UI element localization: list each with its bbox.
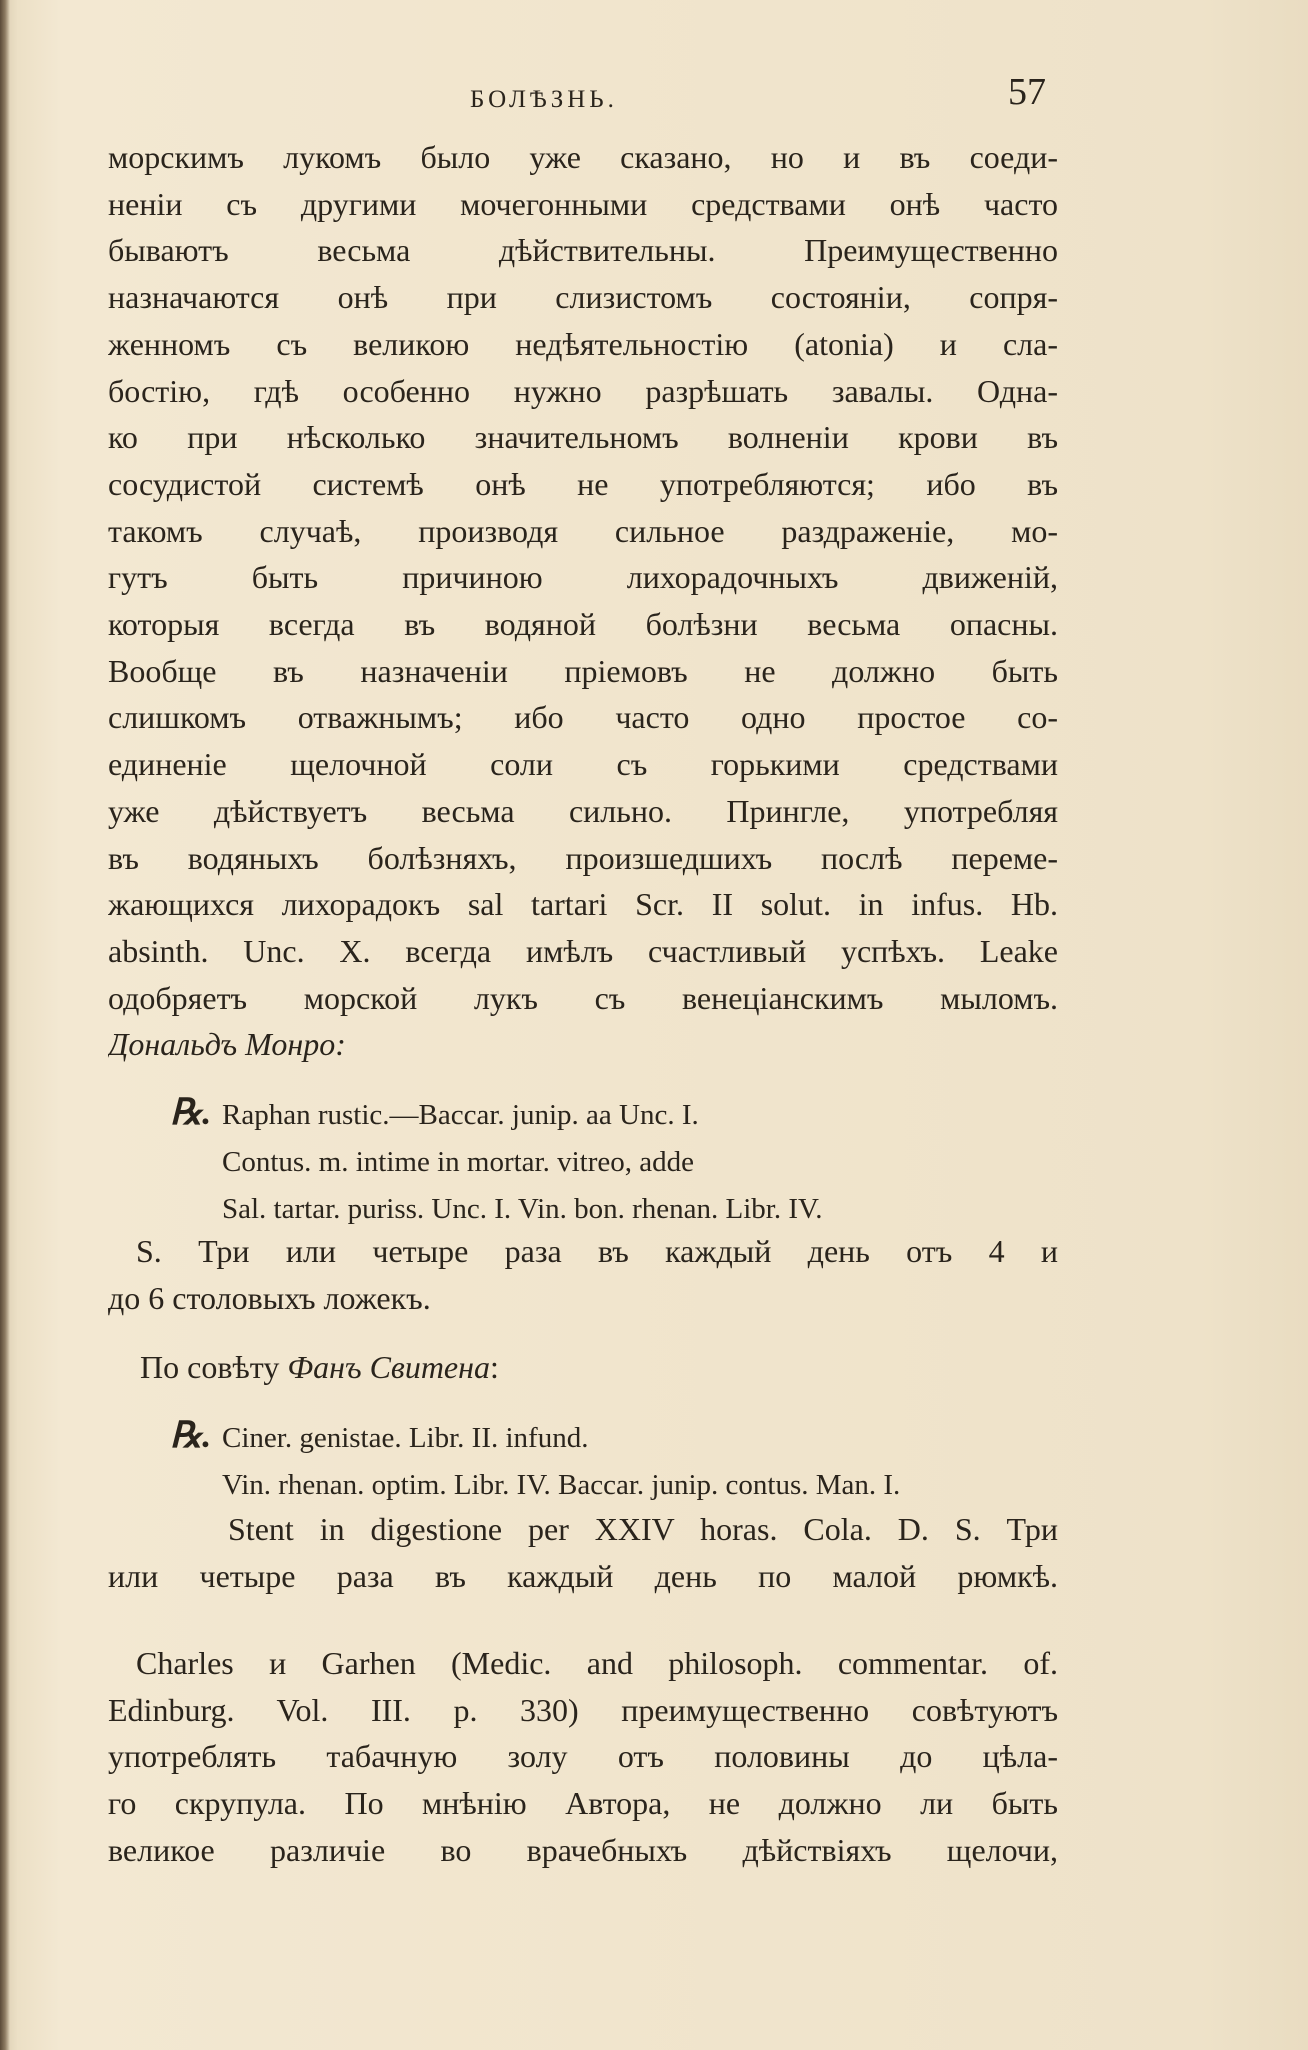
text-line: ко при нѣсколько значительномъ волненіи крови въ — [108, 419, 1058, 456]
recipe-line — [170, 1089, 822, 1139]
text-line: въ водяныхъ болѣзняхъ, произшедшихъ послѣ переме- — [108, 839, 1058, 876]
recipe-2-signature — [108, 1506, 1058, 1600]
text-line: Charles и Garhen (Medic. and philosoph. commentar. of. — [136, 1645, 1058, 1681]
swieten-name: Фанъ Свитена — [287, 1349, 490, 1385]
text-line: Stent in digestione per XXIV horas. Cola. D. S. Три — [228, 1511, 1058, 1547]
swieten-prefix: По совѣту — [140, 1349, 288, 1385]
running-header: БОЛѢЗНЬ. — [470, 86, 618, 113]
recipe-line: Sal. tartar. puriss. Unc. I. Vin. bon. rhenan. Libr. IV. — [222, 1193, 823, 1225]
page-number: 57 — [1008, 71, 1046, 113]
text-line: сосудистой системѣ онѣ не употребляются; ибо въ — [108, 465, 1058, 502]
text-line: которыя всегда въ водяной болѣзни весьма опасны. — [108, 606, 1058, 643]
text-line: S. Три или четыре раза въ каждый день отъ 4 и — [136, 1233, 1058, 1269]
rx-symbol: ℞. — [170, 1092, 212, 1132]
monro-intro: Дональдъ Монро: — [108, 1026, 346, 1063]
recipe-text: Ciner. genistae. Libr. II. infund. — [222, 1422, 589, 1454]
swieten-intro — [140, 1344, 499, 1391]
text-line: морскимъ лукомъ было уже сказано, но и въ соеди- — [108, 139, 1058, 175]
text-line: женномъ съ великою недѣятельностію (atonia) и сла- — [108, 325, 1058, 362]
text-line: Вообще въ назначеніи пріемовъ не должно быть — [108, 652, 1058, 689]
text-line: absinth. Unc. X. всегда имѣлъ счастливый успѣхъ. Leake — [108, 932, 1058, 969]
text-line: слишкомъ отважнымъ; ибо часто одно простое со- — [108, 699, 1058, 736]
text-line: бываютъ весьма дѣйствительны. Преимущественно — [108, 232, 1058, 269]
recipe-1 — [170, 1089, 822, 1233]
recipe-line — [170, 1412, 900, 1462]
text-line: гутъ быть причиною лихорадочныхъ движеній, — [108, 559, 1058, 596]
rx-symbol: ℞. — [170, 1415, 212, 1455]
text-line: жающихся лихорадокъ sal tartari Scr. II solut. in infus. Hb. — [108, 886, 1058, 923]
recipe-line: Vin. rhenan. optim. Libr. IV. Baccar. junip. contus. Man. I. — [222, 1469, 901, 1501]
text-line: единеніе щелочной соли съ горькими средствами — [108, 746, 1058, 783]
page-binding-edge — [0, 0, 10, 2050]
text-line: бостію, гдѣ особенно нужно разрѣшать завалы. Одна- — [108, 372, 1058, 409]
text-line: Edinburg. Vol. III. p. 330) преимущественно совѣтуютъ — [108, 1691, 1058, 1728]
recipe-2 — [170, 1412, 900, 1509]
text-line: употреблять табачную золу отъ половины до цѣла- — [108, 1738, 1058, 1775]
paragraph-2 — [108, 1640, 1058, 1874]
paragraph-1 — [108, 134, 1058, 1068]
text-line: неніи съ другими мочегонными средствами онѣ часто — [108, 185, 1058, 222]
text-line: назначаются онѣ при слизистомъ состояніи, сопря- — [108, 279, 1058, 316]
recipe-text: Raphan rustic.—Baccar. junip. aa Unc. I. — [222, 1099, 699, 1131]
text-line: или четыре раза въ каждый день по малой рюмкѣ. — [108, 1558, 1058, 1594]
text-line: одобряетъ морской лукъ съ венеціанскимъ мыломъ. — [108, 979, 1058, 1016]
recipe-line: Contus. m. intime in mortar. vitreo, adde — [222, 1146, 694, 1178]
swieten-suffix: : — [490, 1349, 499, 1385]
text-line: уже дѣйствуетъ весьма сильно. Прингле, употребляя — [108, 792, 1058, 829]
text-line: до 6 столовыхъ ложекъ. — [108, 1280, 431, 1316]
text-line: великое различіе во врачебныхъ дѣйствіяхъ щелочи, — [108, 1831, 1058, 1868]
text-line: го скрупула. По мнѣнію Автора, не должно ли быть — [108, 1785, 1058, 1822]
recipe-1-signature — [108, 1228, 1058, 1322]
text-line: такомъ случаѣ, производя сильное раздраженіе, мо- — [108, 512, 1058, 549]
